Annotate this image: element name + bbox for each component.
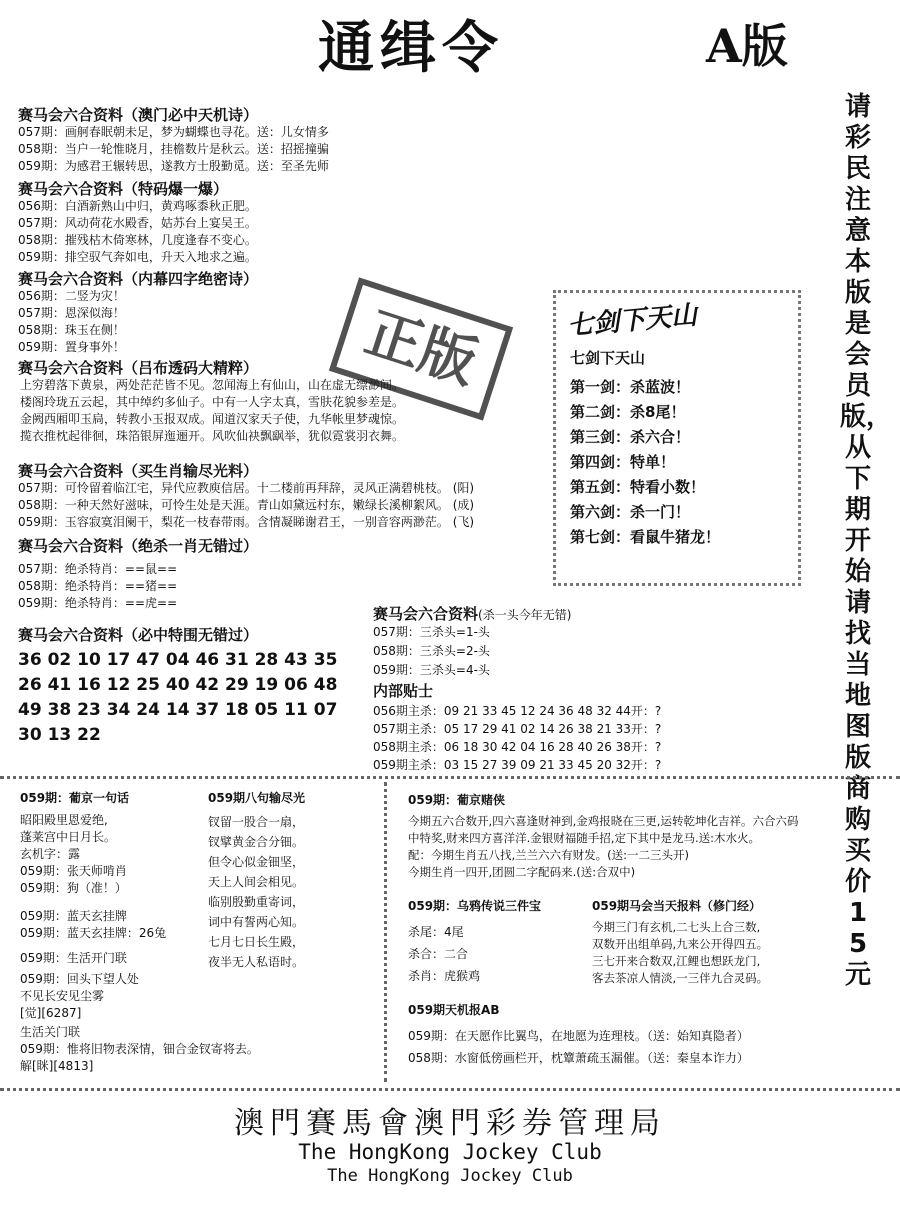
section-heading: 赛马会六合资料（内幕四字绝密诗） (18, 270, 259, 288)
section-heading: 赛马会六合资料（澳门必中天机诗） (18, 106, 259, 124)
text-line: 058期：摧残枯木倚寒林，几度逢春不变心。 (18, 233, 257, 247)
text-line: 杀合：二合 (408, 947, 469, 961)
text-line: 解[眯][4813] (20, 1059, 94, 1073)
text-line: 杀尾：4尾 (408, 925, 464, 939)
text-line: 金阙西厢叩玉扃，转教小玉报双成。闻道汉家天子使，九华帐里梦魂惊。 (20, 412, 405, 426)
line-tag: (成) (452, 498, 475, 512)
line-text: 058期：一种天然好滋味，可怜生处是天涯。青山如黛远村东，嫩绿长溪柳絮风。 (18, 498, 449, 512)
sword-item: 第七剑：看鼠牛猪龙！ (570, 528, 721, 546)
text-line: 058期：绝杀特肖：==猪== (18, 579, 178, 593)
text-line: 059期主杀：03 15 27 39 09 21 33 45 20 32开：? (373, 758, 662, 772)
line-tag: (飞) (452, 515, 475, 529)
footer-org-en: The HongKong Jockey Club (298, 1140, 602, 1164)
text-line: 今期三门有玄机,二七头上合三数, (592, 920, 761, 934)
line-text: 057期：可怜留着临江宅，异代应教庾信居。十二楼前再拜辞，灵风正满碧桃枝。 (18, 481, 449, 495)
text-line: 059期：张天师啃肖 (20, 864, 127, 878)
text-line: 生活关门联 (20, 1025, 81, 1039)
block-title: 059期马会当天报料（修门经） (592, 899, 762, 913)
text-line: 七月七日长生殿， (208, 935, 305, 949)
tips-heading: 内部贴士 (373, 682, 434, 700)
section-heading: 赛马会六合资料（特码爆一爆） (18, 180, 229, 198)
text-line: 天上人间会相见。 (208, 875, 305, 889)
text-line: 词中有誓两心知。 (208, 915, 305, 929)
section-body (18, 288, 125, 356)
block-title: 059期：葡京一句话 (20, 791, 130, 805)
section-body (373, 623, 490, 680)
text-line: 059期：蓝天玄挂牌：26兔 (20, 926, 167, 940)
bottom-block (408, 898, 541, 987)
line-text: 059期：玉容寂寞泪阑干，梨花一枝春带雨。含情凝睇谢君王，一别音容两渺茫。 (18, 515, 449, 529)
text-line: 059期：为感君王辗转思，遂教方士殷勤觅。送：至圣先师 (18, 159, 329, 173)
bottom-block (592, 898, 768, 987)
number-row: 26 41 16 12 25 40 42 29 19 06 48 (18, 675, 338, 695)
sword-item: 第一剑：杀蓝波！ (570, 378, 691, 396)
text-line: 昭阳殿里恩爱绝, (20, 813, 108, 827)
text-line: 059期：排空驭气奔如电，升天入地求之遍。 (18, 250, 257, 264)
text-line: 056期：白酒新熟山中归，黄鸡啄黍秋正肥。 (18, 199, 257, 213)
footer-org-cn: 澳門賽馬會澳門彩券管理局 (234, 1106, 666, 1141)
section-body (18, 561, 177, 612)
text-line: 057期主杀：05 17 29 41 02 14 26 38 21 33开：? (373, 722, 662, 736)
text-line: 059期：惟将旧物表深情，钿合金钗寄将去。 (20, 1042, 259, 1056)
text-line (18, 497, 474, 514)
text-line: [觉][6287] (20, 1006, 82, 1020)
footer-org-en-small: The HongKong Jockey Club (327, 1166, 573, 1186)
text-line: 059期：生活开门联 (20, 951, 127, 965)
bottom-block (20, 790, 129, 897)
separator-line (384, 782, 387, 1082)
block-title: 059期八句输尽光 (208, 791, 306, 805)
text-line: 临别殷勤重寄词， (208, 895, 305, 909)
sword-item: 第六剑：杀一门！ (570, 503, 691, 521)
text-line: 058期主杀：06 18 30 42 04 16 28 40 26 38开：? (373, 740, 662, 754)
block-title: 059期天机报AB (408, 1003, 500, 1017)
text-line: 上穷碧落下黄泉，两处茫茫皆不见。忽闻海上有仙山，山在虚无缥渺间。 (20, 378, 405, 392)
bottom-block (208, 790, 305, 972)
block-title: 059期：葡京赌侠 (408, 793, 506, 807)
section-body (20, 377, 404, 445)
number-row: 36 02 10 17 47 04 46 31 28 43 35 (18, 650, 338, 670)
sword-item: 第二剑：杀8尾！ (570, 403, 686, 421)
sword-item: 第三剑：杀六合！ (570, 428, 691, 446)
sword-item: 第四剑：特单！ (570, 453, 676, 471)
number-grid (18, 648, 337, 748)
text-line: 057期：三杀头=1-头 (373, 625, 490, 639)
text-line: 不见长安见尘雾 (20, 989, 105, 1003)
line-tag: (阳) (452, 481, 475, 495)
text-line: 今期五六合数开,四六喜逢财神到,金鸡报晓在三更,运转乾坤化吉祥。六合六码 (408, 814, 799, 828)
sword-item: 第五剑：特看小数！ (570, 478, 706, 496)
text-line: 但令心似金钿坚， (208, 855, 305, 869)
text-line: 玄机字：露 (20, 847, 81, 861)
bottom-block (20, 908, 166, 942)
section-heading: 赛马会六合资料（必中特围无错过） (18, 626, 259, 644)
seven-swords-title: 七剑下天山 (570, 349, 646, 367)
text-line: 三七开来合数双,江鲤也想跃龙门, (592, 954, 761, 968)
text-line: 058期：当户一轮惟晓月，挂檐数片是秋云。送：招摇撞骗 (18, 142, 329, 156)
section-heading: 赛马会六合资料（吕布透码大精粹） (18, 359, 259, 377)
text-line: 楼阁玲珑五云起，其中绰约多仙子。中有一人字太真，雪肤花貌参差是。 (20, 395, 405, 409)
text-line: 059期：三杀头=4-头 (373, 663, 490, 677)
text-line: 058期：三杀头=2-头 (373, 644, 490, 658)
authentic-stamp: 正版 (329, 277, 513, 420)
text-line: 双数开出组单码,九来公开得四五。 (592, 937, 769, 951)
text-line: 057期：风动荷花水殿香，姑苏台上宴吴王。 (18, 216, 257, 230)
section-heading (373, 603, 571, 624)
page-title: 通缉令 (318, 15, 504, 81)
text-line: 059期：蓝天玄挂牌 (20, 909, 127, 923)
text-line: 今期生肖一四开,团圆二字配码来.(送:合双中) (408, 865, 636, 879)
edition-label: A版 (706, 19, 788, 73)
text-line: 058期：珠玉在侧！ (18, 323, 125, 337)
number-row: 30 13 22 (18, 725, 101, 745)
text-line: 钗擘黄金合分钿。 (208, 835, 305, 849)
heading-subtitle: (杀一头今年无错) (478, 608, 572, 622)
seven-swords-banner: 七剑下天山 (566, 300, 699, 342)
section-heading: 赛马会六合资料（绝杀一肖无错过） (18, 537, 259, 555)
text-line: 蓬莱宫中日月长。 (20, 830, 117, 844)
text-line: 056期主杀：09 21 33 45 12 24 36 48 32 44开：? (373, 704, 662, 718)
bottom-block (408, 1002, 749, 1069)
text-line: 057期：绝杀特肖：==鼠== (18, 562, 178, 576)
text-line: 057期：画舸春眠朝未足，梦为蝴蝶也寻花。送：儿女情多 (18, 125, 329, 139)
text-line: 揽衣推枕起徘徊，珠箔银屏迤逦开。风吹仙袂飘飖举，犹似霓裳羽衣舞。 (20, 429, 405, 443)
text-line: 058期：水窗低傍画栏开，枕簟萧疏玉漏催。（送：秦皇本诈力） (408, 1051, 749, 1065)
text-line: 客去茶凉人情淡,一三伴九合灵码。 (592, 971, 769, 985)
text-line: 钗留一股合一扇， (208, 815, 305, 829)
text-line: 中特奖,财来四方喜洋洋.金银财福随手招,定下其中是龙马.送:木水火。 (408, 831, 760, 845)
text-line: 059期：在天愿作比翼鸟，在地愿为连理枝。（送：始知真隐者） (408, 1029, 749, 1043)
tips-body (373, 702, 661, 774)
text-line (18, 480, 474, 497)
text-line: 夜半无人私语时。 (208, 955, 305, 969)
section-body (18, 124, 329, 175)
separator-line (0, 1088, 900, 1091)
text-line: 杀肖：虎猴鸡 (408, 969, 481, 983)
seven-swords-list (570, 346, 720, 550)
section-heading: 赛马会六合资料（买生肖输尽光料） (18, 462, 259, 480)
vertical-notice: 请彩民注意本版是会员版，从下期开始请找当地图版商购买价15元 (840, 92, 893, 990)
text-line: 059期：狗（准！） (20, 881, 127, 895)
text-line: 059期：回头下望人处 (20, 972, 139, 986)
text-line: 056期：二竖为灾！ (18, 289, 125, 303)
bottom-block (408, 792, 798, 881)
heading-text: 赛马会六合资料 (373, 605, 479, 623)
text-line: 057期：恩深似海！ (18, 306, 125, 320)
block-title: 059期：乌鸦传说三件宝 (408, 899, 542, 913)
separator-line (0, 776, 900, 779)
text-line: 059期：置身事外！ (18, 340, 125, 354)
text-line (18, 514, 474, 531)
section-body (18, 198, 257, 266)
text-line: 059期：绝杀特肖：==虎== (18, 596, 178, 610)
section-body (18, 480, 474, 531)
number-row: 49 38 23 34 24 14 37 18 05 11 07 (18, 700, 338, 720)
text-line: 配：今期生肖五八找,兰兰六六有财发。(送:一二三头开) (408, 848, 690, 862)
